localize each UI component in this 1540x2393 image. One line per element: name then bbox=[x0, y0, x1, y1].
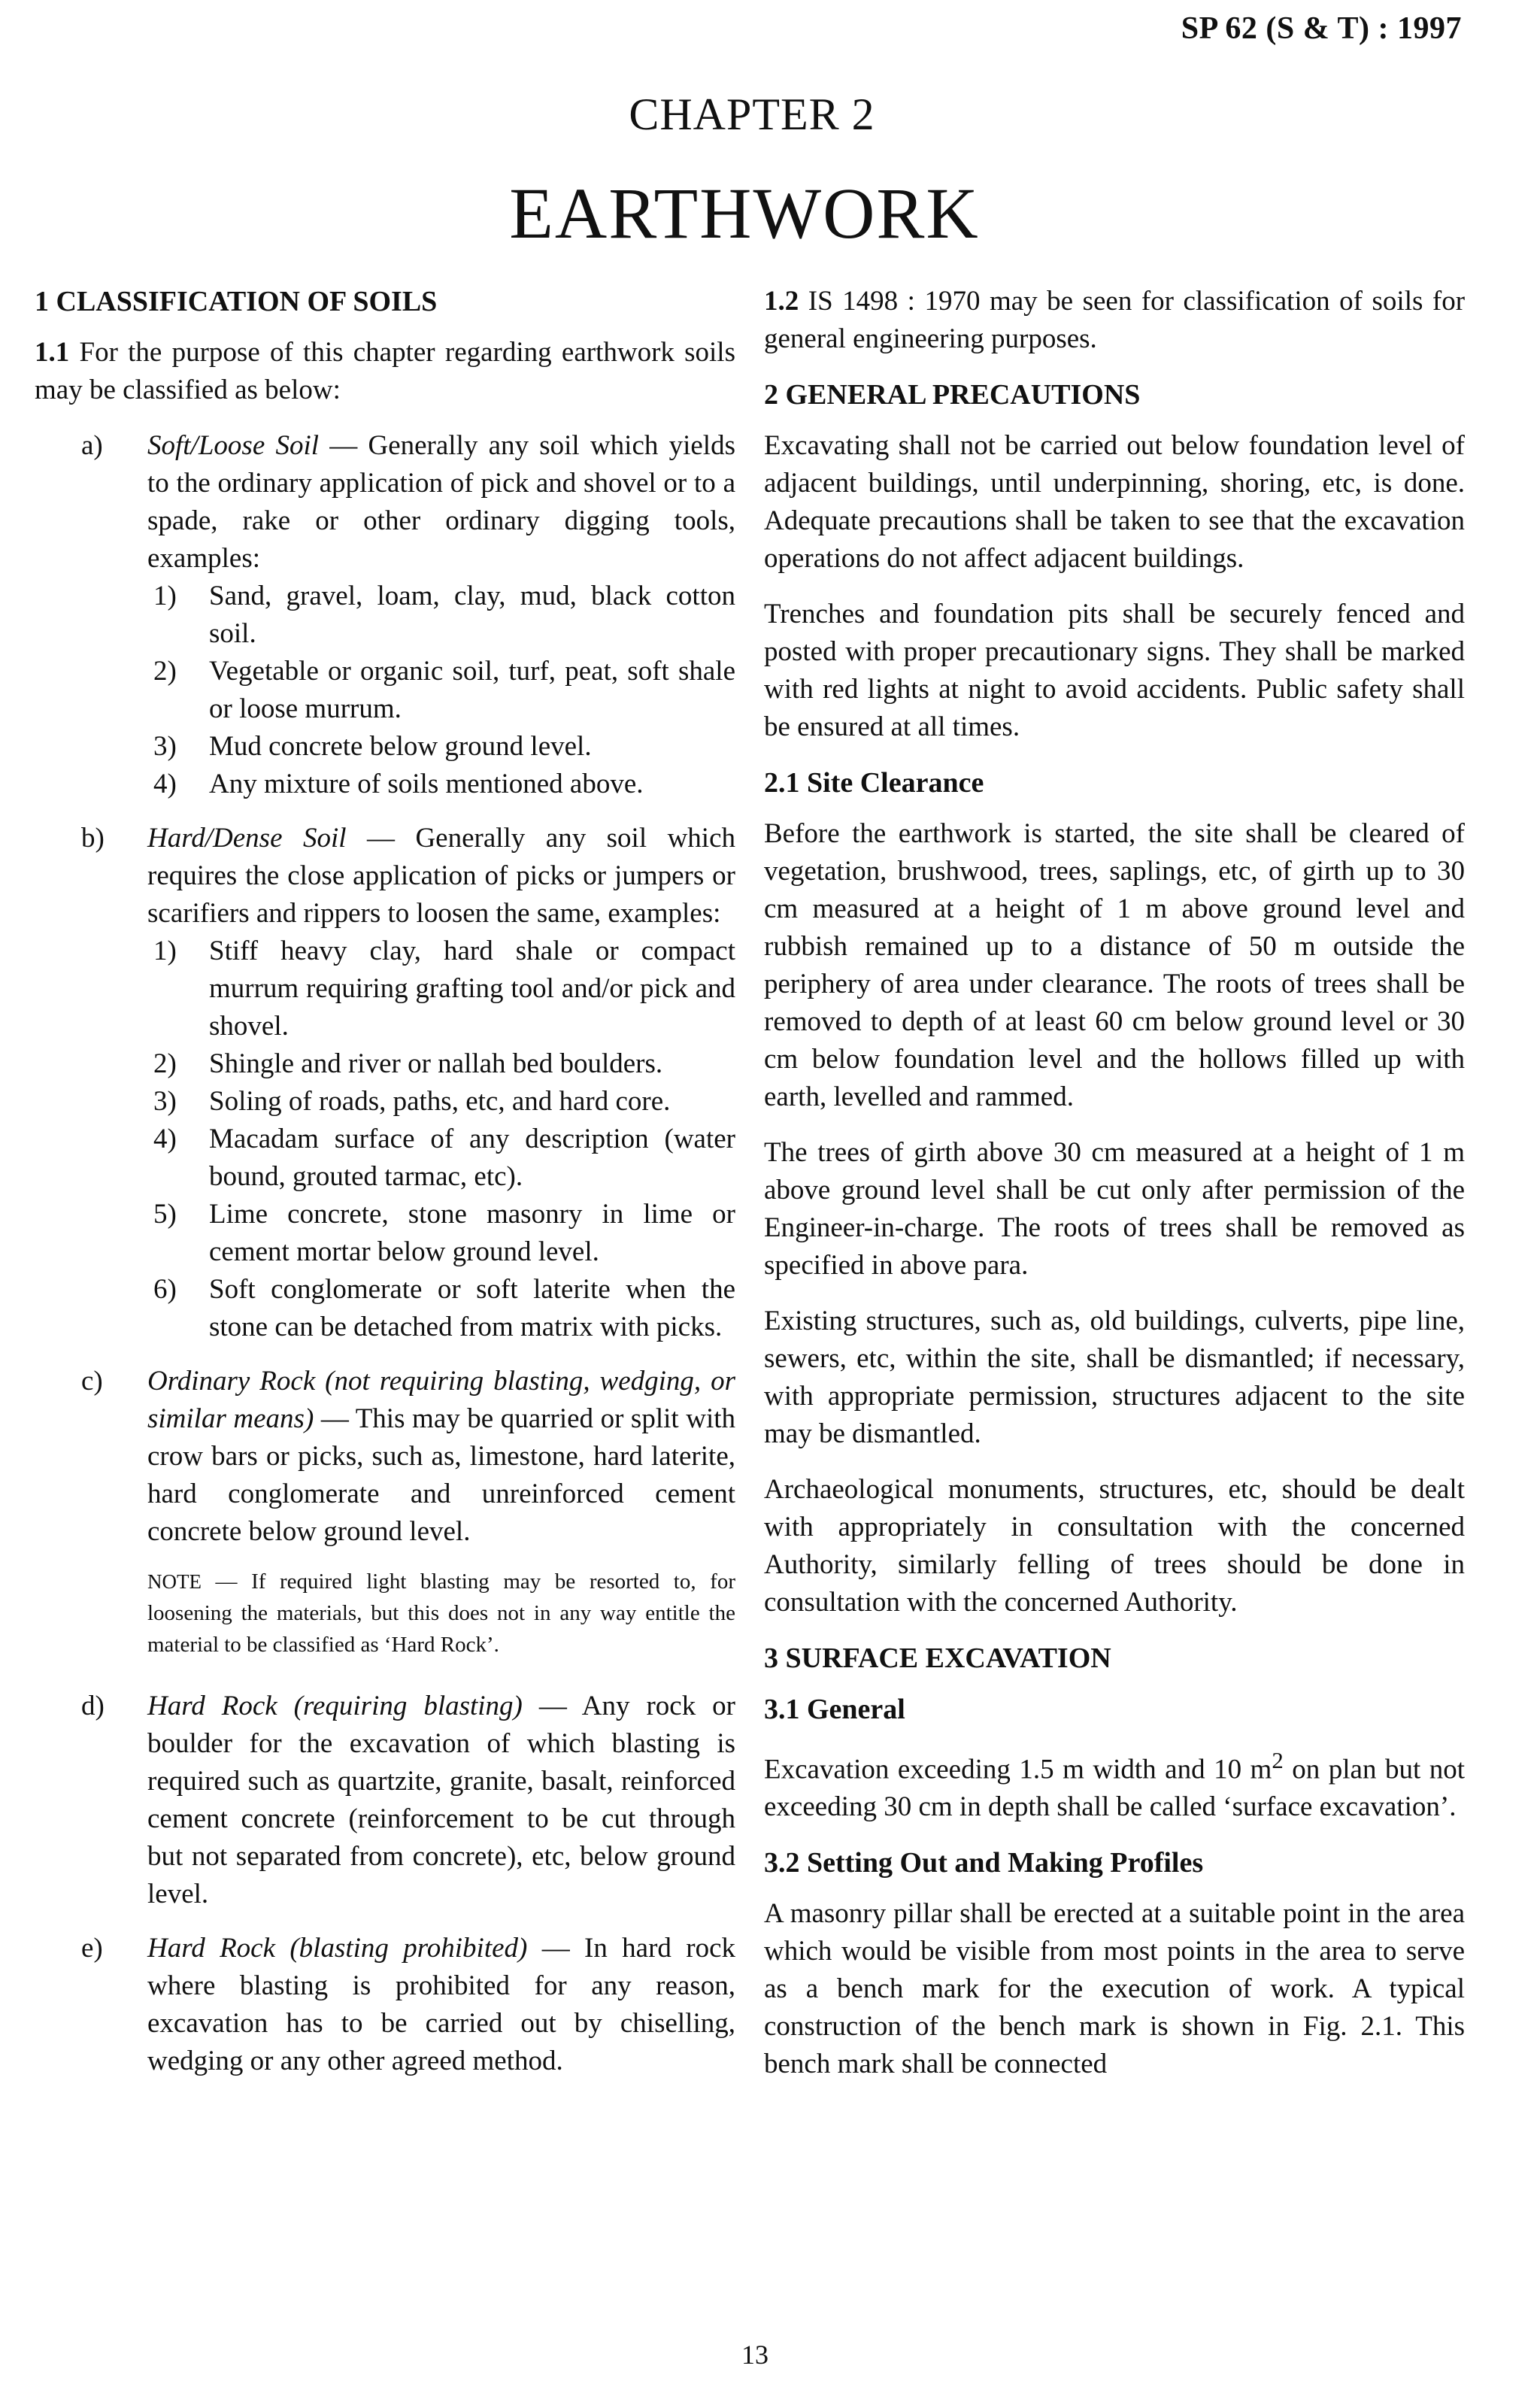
item-heading: Hard Rock (blasting prohibited) bbox=[147, 1933, 528, 1964]
paragraph-1-2 bbox=[764, 283, 1465, 358]
item-heading: Soft/Loose Soil bbox=[147, 430, 320, 461]
list-item: 4) Macadam surface of any description (water bound, grouted tarmac, etc). bbox=[153, 1124, 735, 1192]
section-3-heading: 3 SURFACE EXCAVATION bbox=[764, 1642, 1111, 1674]
classification-item-a bbox=[35, 427, 735, 803]
paragraph-number: 1.1 bbox=[35, 337, 70, 368]
page-title: EARTHWORK bbox=[509, 173, 980, 253]
paragraph-2-1-c: Existing structures, such as, old buildings, culverts, pipe line, sewers, etc, within the site, shall be dismantled; if necessary, with appropriate permission, structures adjacent to the site may be dismantled. bbox=[764, 1306, 1465, 1449]
left-column bbox=[35, 283, 735, 2097]
list-item: 3) Soling of roads, paths, etc, and hard core. bbox=[153, 1086, 671, 1117]
classification-item-e bbox=[35, 1930, 735, 2080]
paragraph-text: For the purpose of this chapter regarding earthwork soils may be classified as below: bbox=[35, 337, 735, 405]
paragraph-text: on plan but not exceeding 30 cm in depth shall be called ‘surface excavation’. bbox=[764, 1754, 1465, 1823]
list-item: 2) Shingle and river or nallah bed boulders. bbox=[153, 1048, 663, 1079]
item-text: — Generally any soil which yields to the ordinary application of pick and shovel or to a spade, rake or other ordinary digging tools, examples: bbox=[147, 430, 735, 574]
subsection-3-2-heading: 3.2 Setting Out and Making Profiles bbox=[764, 1847, 1204, 1879]
list-item: 4) Any mixture of soils mentioned above. bbox=[153, 769, 644, 799]
paragraph-2-1-b: The trees of girth above 30 cm measured at a height of 1 m above ground level shall be cut only after permission of the Engineer-in-charge. The roots of trees shall be removed as specified in above para. bbox=[764, 1137, 1465, 1281]
subsection-2-1-heading: 2.1 Site Clearance bbox=[764, 767, 984, 799]
section-1-heading: 1 CLASSIFICATION OF SOILS bbox=[35, 286, 438, 317]
classification-item-c bbox=[35, 1363, 735, 1671]
paragraph-text: IS 1498 : 1970 may be seen for classification of soils for general engineering purposes. bbox=[764, 286, 1466, 354]
item-letter: d) bbox=[81, 1691, 105, 1721]
item-text: — This may be quarried or split with crow bars or picks, such as, limestone, hard laterite, hard conglomerate and unreinforced cement concrete below ground level. bbox=[147, 1403, 735, 1547]
item-letter: a) bbox=[81, 430, 103, 461]
list-item: 2) Vegetable or organic soil, turf, peat, soft shale or loose murrum. bbox=[153, 656, 735, 724]
paragraph-text: Excavation exceeding 1.5 m width and 10 m bbox=[764, 1754, 1272, 1785]
list-item: 3) Mud concrete below ground level. bbox=[153, 731, 592, 762]
item-heading: Ordinary Rock (not requiring blasting, wedging, or similar means) bbox=[147, 1366, 735, 1434]
chapter-label: CHAPTER 2 bbox=[629, 89, 875, 139]
list-item: 6) Soft conglomerate or soft laterite when the stone can be detached from matrix with picks. bbox=[153, 1274, 735, 1342]
item-heading: Hard Rock (requiring blasting) bbox=[147, 1691, 523, 1721]
superscript: 2 bbox=[1272, 1748, 1284, 1773]
item-text: — Generally any soil which requires the close application of picks or jumpers or scarifiers and rippers to loosen the same, examples: bbox=[147, 823, 735, 929]
page-number: 13 bbox=[741, 2340, 768, 2370]
note-label: NOTE bbox=[147, 1570, 202, 1593]
classification-item-b bbox=[35, 820, 735, 1346]
item-text: — Any rock or boulder for the excavation of which blasting is required such as quartzite, granite, basalt, reinforced cement concrete (reinforcement to be cut through but not separated from concrete), etc, below ground level. bbox=[147, 1691, 736, 1909]
right-column bbox=[764, 283, 1465, 2101]
list-item: 1) Sand, gravel, loam, clay, mud, black cotton soil. bbox=[153, 581, 735, 649]
section-2-heading: 2 GENERAL PRECAUTIONS bbox=[764, 379, 1141, 411]
item-heading: Hard/Dense Soil bbox=[147, 823, 347, 854]
paragraph-2-1-a: Before the earthwork is started, the site shall be cleared of vegetation, brushwood, trees, saplings, etc, of girth up to 30 cm measured at a height of 1 m above ground level and rubbish remained up to a distance of 50 m outside the periphery of area under clearance. The roots of trees shall be removed to depth of at least 60 cm below ground level or 30 cm below foundation level and the hollows filled up with earth, levelled and rammed. bbox=[764, 818, 1465, 1112]
item-letter: c) bbox=[81, 1366, 103, 1397]
classification-item-d bbox=[35, 1688, 735, 1913]
item-letter: e) bbox=[81, 1933, 103, 1964]
note-text: — If required light blasting may be resorted to, for loosening the materials, but this does not in any way entitle the material to be classified as ‘Hard Rock’. bbox=[147, 1570, 735, 1657]
document-code: SP 62 (S & T) : 1997 bbox=[1181, 11, 1462, 46]
paragraph-3-1 bbox=[764, 1742, 1465, 1826]
paragraph-2-a: Excavating shall not be carried out below foundation level of adjacent buildings, until underpinning, shoring, etc, is done. Adequate precautions shall be taken to see that the excavation operations do not affect adjacent buildings. bbox=[764, 430, 1465, 574]
paragraph-1-1 bbox=[35, 334, 735, 409]
list-item: 5) Lime concrete, stone masonry in lime or cement mortar below ground level. bbox=[153, 1199, 735, 1267]
note bbox=[147, 1566, 735, 1661]
subsection-3-1-heading: 3.1 General bbox=[764, 1694, 905, 1725]
paragraph-number: 1.2 bbox=[764, 286, 799, 317]
paragraph-3-2: A masonry pillar shall be erected at a suitable point in the area which would be visible from most points in the area to serve as a bench mark for the execution of work. A typical construction of the bench mark is shown in Fig. 2.1. This bench mark shall be connected bbox=[764, 1898, 1465, 2080]
paragraph-2-b: Trenches and foundation pits shall be securely fenced and posted with proper precautionary signs. They shall be marked with red lights at night to avoid accidents. Public safety shall be ensured at all times. bbox=[764, 599, 1465, 742]
item-text: — In hard rock where blasting is prohibited for any reason, excavation has to be carried out by chiselling, wedging or any other agreed method. bbox=[147, 1933, 735, 2076]
list-item: 1) Stiff heavy clay, hard shale or compact murrum requiring grafting tool and/or pick and shovel. bbox=[153, 936, 735, 1042]
paragraph-2-1-d: Archaeological monuments, structures, etc, should be dealt with appropriately in consultation with the concerned Authority, similarly felling of trees should be done in consultation with the concerned Authority. bbox=[764, 1474, 1465, 1618]
item-letter: b) bbox=[81, 823, 105, 854]
